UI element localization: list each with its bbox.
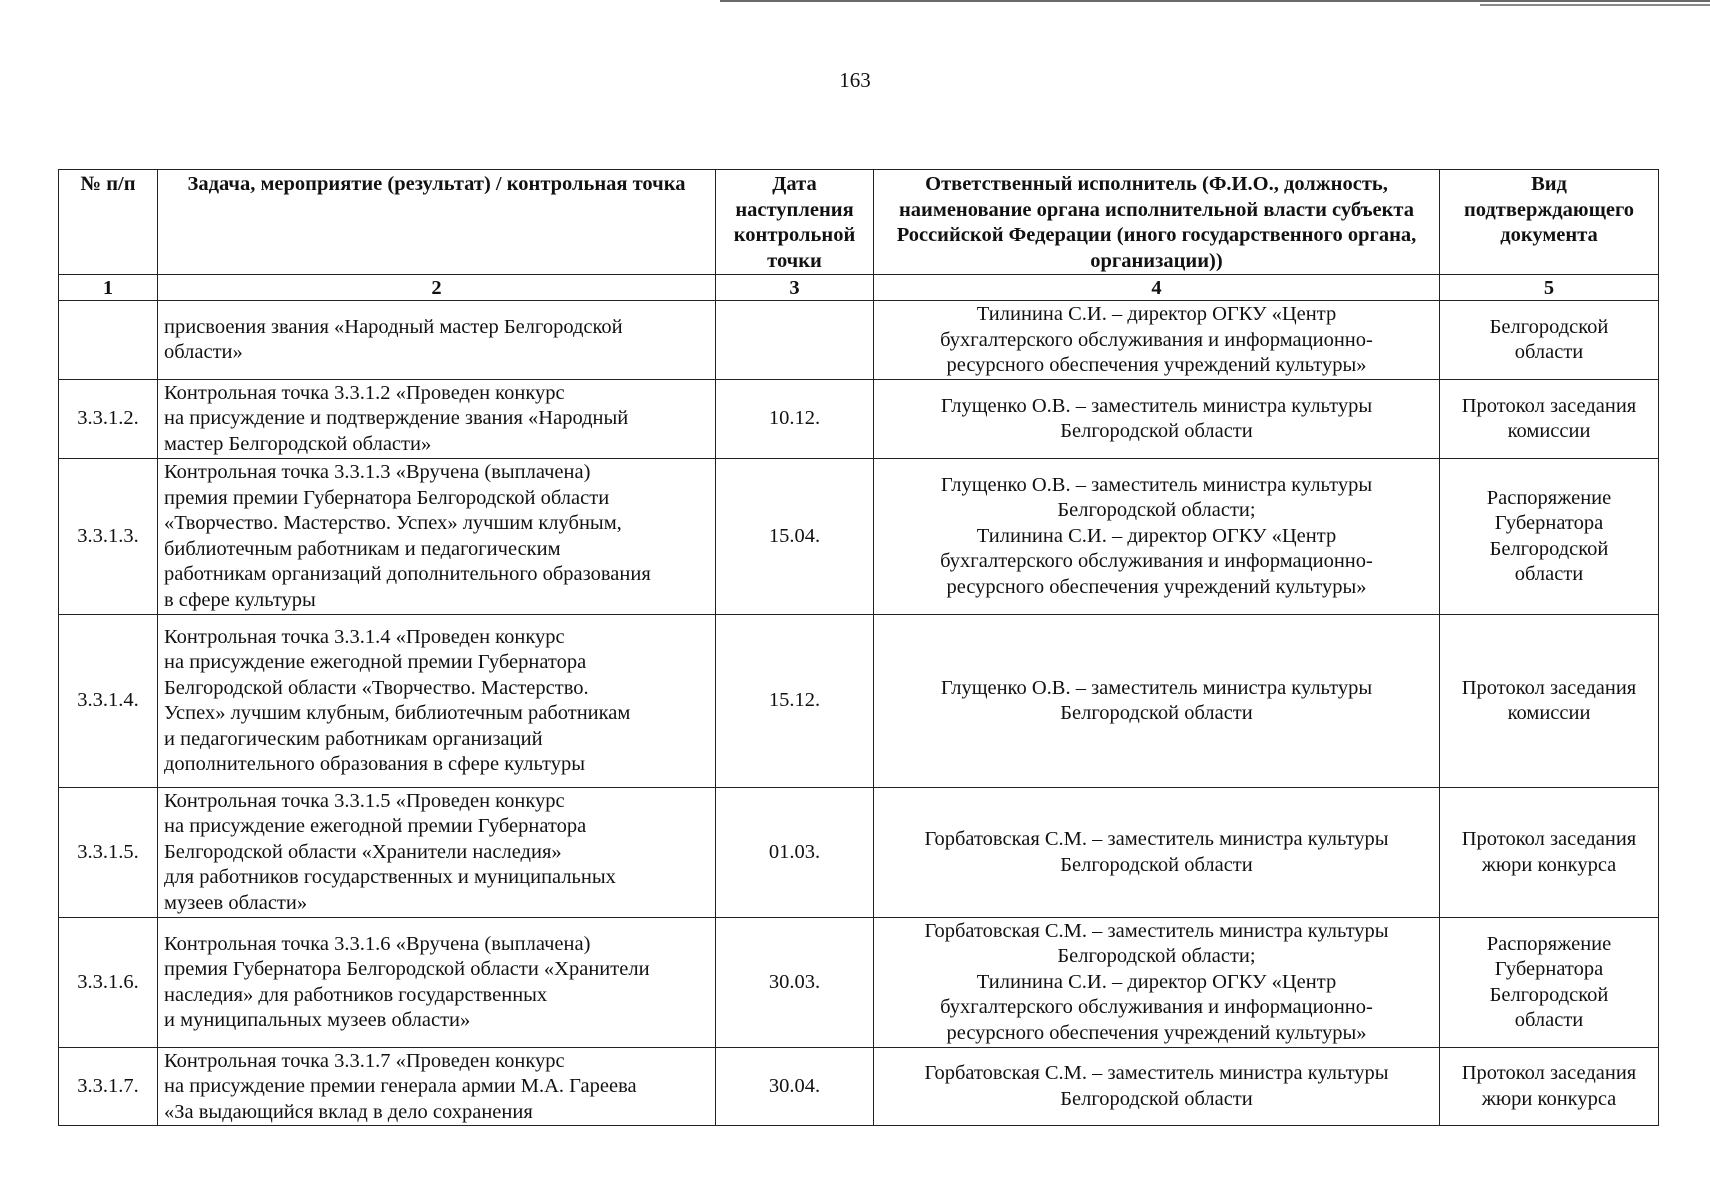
row-document: Белгородской области [1440, 301, 1659, 380]
header-date: Дата наступления контрольной точки [716, 170, 874, 275]
row-task: Контрольная точка 3.3.1.4 «Проведен конкурс на присуждение ежегодной премии Губернатора Белгородской области «Творчество. Мастерство. Успех» лучшим клубным, библиотечным работникам и педагогическим работникам организаций дополнительного образования в сфере культуры [158, 614, 716, 787]
column-numbers-row [59, 275, 1659, 301]
table-row [59, 379, 1659, 458]
row-responsible: Глущенко О.В. – заместитель министра культуры Белгородской области; Тилинина С.И. – директор ОГКУ «Центр бухгалтерского обслуживания и информационно- ресурсного обеспечения учреждений культуры» [874, 458, 1440, 614]
row-number [59, 301, 158, 380]
row-task: Контрольная точка 3.3.1.5 «Проведен конкурс на присуждение ежегодной премии Губернатора Белгородской области «Хранители наследия» для работников государственных и муниципальных музеев области» [158, 787, 716, 917]
row-date: 30.03. [716, 917, 874, 1047]
row-date: 30.04. [716, 1047, 874, 1126]
page-number: 163 [839, 68, 871, 92]
row-number: 3.3.1.3. [59, 458, 158, 614]
table-header-row [59, 170, 1659, 275]
row-document: Распоряжение Губернатора Белгородской области [1440, 458, 1659, 614]
row-responsible: Глущенко О.В. – заместитель министра культуры Белгородской области [874, 614, 1440, 787]
row-date: 01.03. [716, 787, 874, 917]
column-number: 4 [874, 275, 1440, 301]
row-number: 3.3.1.4. [59, 614, 158, 787]
row-number: 3.3.1.5. [59, 787, 158, 917]
table-row [59, 917, 1659, 1047]
scan-border-line [1480, 4, 1710, 6]
scan-border-line [720, 0, 1710, 2]
column-number: 5 [1440, 275, 1659, 301]
table-row [59, 458, 1659, 614]
row-responsible: Горбатовская С.М. – заместитель министра культуры Белгородской области [874, 1047, 1440, 1126]
row-task: Контрольная точка 3.3.1.6 «Вручена (выплачена) премия Губернатора Белгородской области «Хранители наследия» для работников государственных и муниципальных музеев области» [158, 917, 716, 1047]
row-responsible: Глущенко О.В. – заместитель министра культуры Белгородской области [874, 379, 1440, 458]
column-number: 1 [59, 275, 158, 301]
row-document: Протокол заседания жюри конкурса [1440, 787, 1659, 917]
row-responsible: Горбатовская С.М. – заместитель министра культуры Белгородской области [874, 787, 1440, 917]
row-document: Протокол заседания комиссии [1440, 614, 1659, 787]
row-number: 3.3.1.2. [59, 379, 158, 458]
table-row [59, 301, 1659, 380]
row-date: 10.12. [716, 379, 874, 458]
row-task: присвоения звания «Народный мастер Белгородской области» [158, 301, 716, 380]
row-responsible: Тилинина С.И. – директор ОГКУ «Центр бухгалтерского обслуживания и информационно- ресурсного обеспечения учреждений культуры» [874, 301, 1440, 380]
row-task: Контрольная точка 3.3.1.7 «Проведен конкурс на присуждение премии генерала армии М.А. Гареева «За выдающийся вклад в дело сохранения [158, 1047, 716, 1126]
header-responsible: Ответственный исполнитель (Ф.И.О., должность, наименование органа исполнительной власти субъекта Российской Федерации (иного государственного органа, организации)) [874, 170, 1440, 275]
column-number: 3 [716, 275, 874, 301]
table-row [59, 1047, 1659, 1126]
header-document: Вид подтверждающего документа [1440, 170, 1659, 275]
row-date: 15.12. [716, 614, 874, 787]
header-number: № п/п [59, 170, 158, 275]
row-date: 15.04. [716, 458, 874, 614]
header-task: Задача, мероприятие (результат) / контрольная точка [158, 170, 716, 275]
row-task: Контрольная точка 3.3.1.3 «Вручена (выплачена) премия премии Губернатора Белгородской области «Творчество. Мастерство. Успех» лучшим клубным, библиотечным работникам и педагогическим работникам организаций дополнительного образования в сфере культуры [158, 458, 716, 614]
row-responsible: Горбатовская С.М. – заместитель министра культуры Белгородской области; Тилинина С.И. – директор ОГКУ «Центр бухгалтерского обслуживания и информационно- ресурсного обеспечения учреждений культуры» [874, 917, 1440, 1047]
column-number: 2 [158, 275, 716, 301]
table-row [59, 614, 1659, 787]
row-document: Протокол заседания жюри конкурса [1440, 1047, 1659, 1126]
row-task: Контрольная точка 3.3.1.2 «Проведен конкурс на присуждение и подтверждение звания «Народный мастер Белгородской области» [158, 379, 716, 458]
row-number: 3.3.1.6. [59, 917, 158, 1047]
row-document: Распоряжение Губернатора Белгородской области [1440, 917, 1659, 1047]
row-date [716, 301, 874, 380]
row-document: Протокол заседания комиссии [1440, 379, 1659, 458]
row-number: 3.3.1.7. [59, 1047, 158, 1126]
control-points-table [58, 169, 1659, 1126]
table-row [59, 787, 1659, 917]
